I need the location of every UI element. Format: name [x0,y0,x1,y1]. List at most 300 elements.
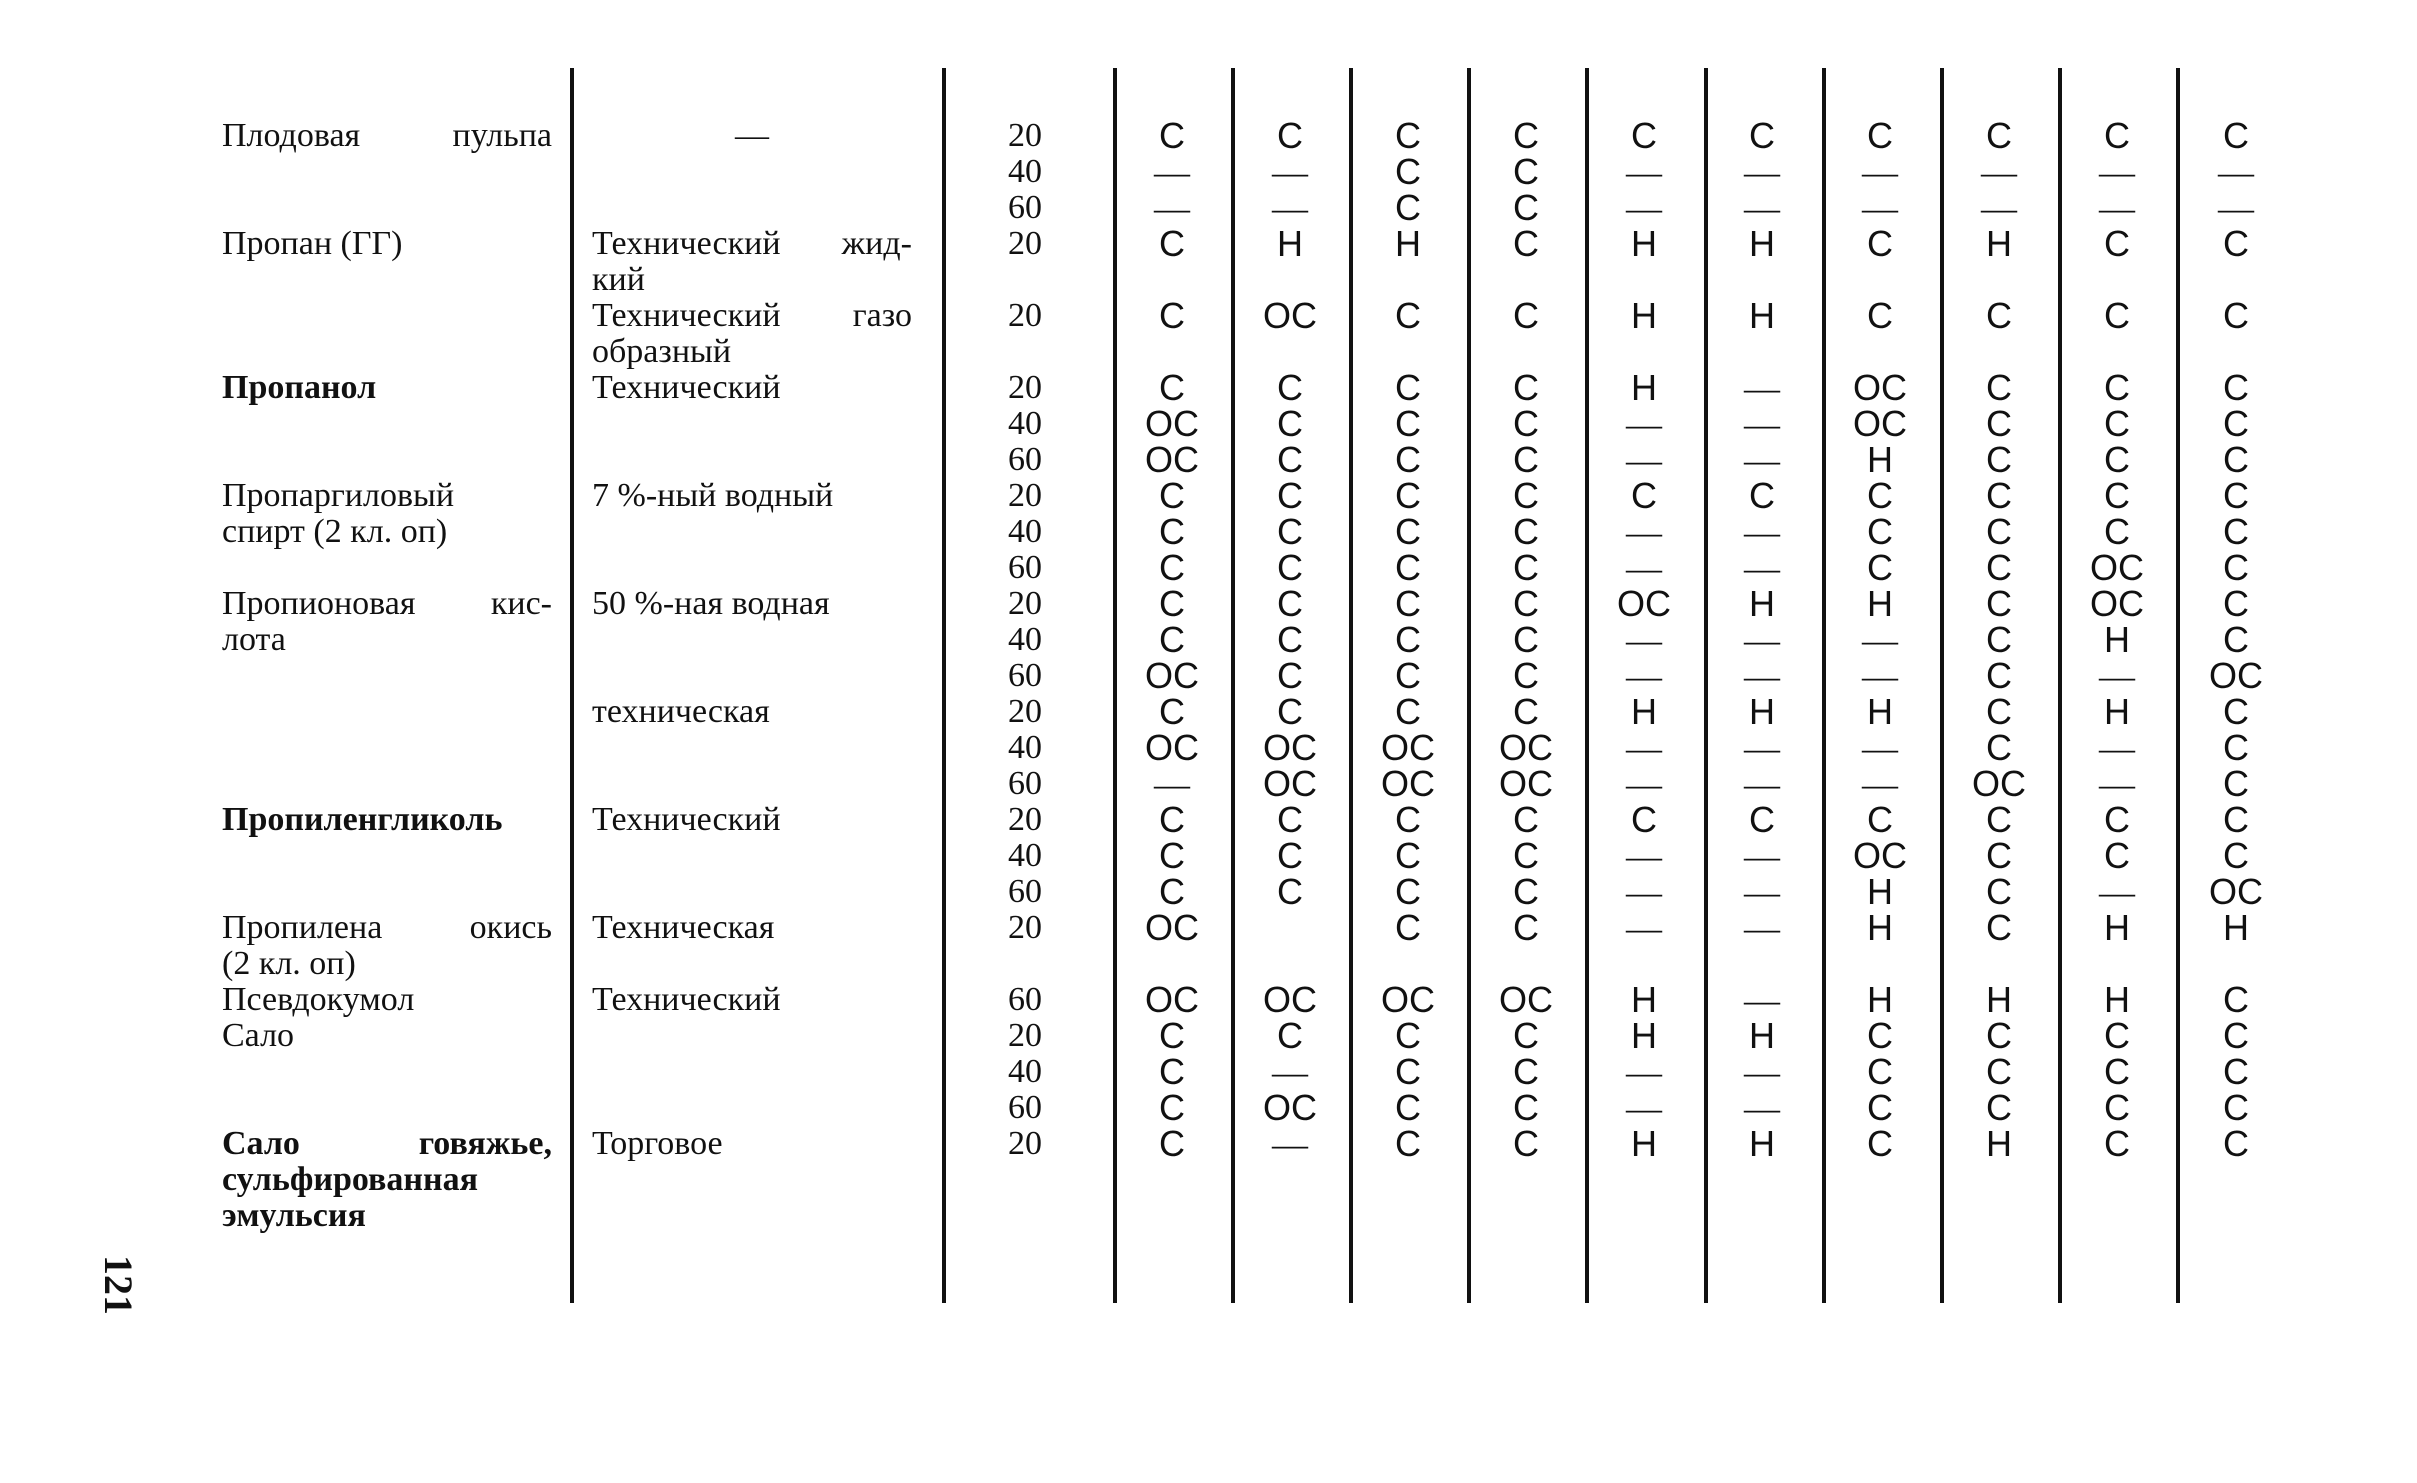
resistance-rating: С [1395,187,1421,228]
substance-name-line: Пропанол [222,369,377,406]
resistance-rating: — [1744,872,1780,912]
resistance-rating: — [1626,152,1662,192]
resistance-rating: С [1749,475,1775,516]
resistance-rating: Н [1867,691,1893,732]
resistance-rating: С [2104,439,2130,480]
resistance-rating: С [1395,835,1421,876]
substance-name [222,226,552,262]
temperature-value: 40 [1008,729,1042,766]
resistance-rating: — [2099,728,2135,768]
resistance-rating: Н [1631,691,1657,732]
substance-name-line: эмульсия [222,1197,366,1234]
resistance-rating: С [1513,871,1539,912]
resistance-rating: С [1159,619,1185,660]
substance-description [592,910,912,946]
column-divider [1585,68,1589,1303]
substance-name [222,1018,552,1054]
resistance-rating: С [1395,295,1421,336]
resistance-rating: Н [1867,583,1893,624]
temperature-value: 20 [1008,477,1042,514]
resistance-rating: ОС [1145,727,1199,768]
resistance-rating: — [1744,1088,1780,1128]
resistance-rating: С [2104,835,2130,876]
resistance-rating: С [1159,1015,1185,1056]
resistance-rating: — [1744,368,1780,408]
resistance-rating: С [1631,475,1657,516]
temperature-value: 60 [1008,189,1042,226]
resistance-rating: С [2223,619,2249,660]
resistance-rating: — [1626,512,1662,552]
substance-name-line: Пропионовая кис- [222,585,552,622]
resistance-rating: С [1631,115,1657,156]
resistance-rating: С [2223,835,2249,876]
resistance-rating: С [1986,583,2012,624]
resistance-rating: С [2104,1123,2130,1164]
resistance-rating: — [1626,548,1662,588]
resistance-rating: — [1626,404,1662,444]
resistance-rating: С [1867,295,1893,336]
resistance-rating: Н [1749,1015,1775,1056]
resistance-rating: С [2104,1015,2130,1056]
resistance-rating: ОС [1853,403,1907,444]
resistance-rating: С [1395,1051,1421,1092]
resistance-rating: С [1986,727,2012,768]
resistance-rating: С [2104,799,2130,840]
resistance-rating: С [1867,475,1893,516]
resistance-rating: ОС [1499,763,1553,804]
resistance-rating: С [1159,295,1185,336]
description-line: кий [592,261,645,298]
resistance-rating: С [1986,295,2012,336]
resistance-rating: С [1277,835,1303,876]
resistance-rating: Н [1749,583,1775,624]
resistance-rating: Н [2104,979,2130,1020]
substance-name [222,802,552,838]
resistance-rating: Н [1395,223,1421,264]
resistance-rating: С [1159,871,1185,912]
substance-description [592,586,912,622]
resistance-rating: С [2223,1015,2249,1056]
column-divider [2176,68,2180,1303]
resistance-rating: Н [1631,367,1657,408]
resistance-rating: С [1986,907,2012,948]
temperature-value: 20 [1008,1017,1042,1054]
resistance-rating: — [1272,1052,1308,1092]
resistance-rating: С [2223,583,2249,624]
resistance-rating: ОС [1145,907,1199,948]
resistance-rating: — [1272,1124,1308,1164]
temperature-value: 20 [1008,693,1042,730]
resistance-rating: С [1395,1123,1421,1164]
page-number: 121 [96,1255,141,1315]
substance-name-line: Сало [222,1017,295,1054]
resistance-rating: Н [1277,223,1303,264]
resistance-rating: ОС [1617,583,1671,624]
substance-description [592,802,912,838]
resistance-rating: — [1744,152,1780,192]
resistance-rating: — [2218,188,2254,228]
column-divider [1467,68,1471,1303]
resistance-rating: С [1986,403,2012,444]
resistance-rating: С [1986,1015,2012,1056]
resistance-rating: С [1395,115,1421,156]
temperature-value: 40 [1008,1053,1042,1090]
resistance-rating: С [1395,511,1421,552]
resistance-rating: — [1981,188,2017,228]
resistance-rating: С [2223,115,2249,156]
resistance-rating: С [2104,511,2130,552]
resistance-rating: — [1272,152,1308,192]
resistance-rating: С [1513,475,1539,516]
resistance-rating: — [1626,728,1662,768]
substance-description [592,370,912,406]
resistance-rating: С [1986,835,2012,876]
resistance-rating: С [2223,1123,2249,1164]
resistance-rating: — [1744,908,1780,948]
resistance-rating: С [1159,691,1185,732]
resistance-rating: Н [1867,439,1893,480]
resistance-rating: ОС [1263,727,1317,768]
description-line: техническая [592,693,770,730]
temperature-value: 20 [1008,297,1042,334]
resistance-rating: С [1986,475,2012,516]
resistance-rating: С [1277,367,1303,408]
resistance-rating: — [1626,872,1662,912]
resistance-rating: С [2104,1087,2130,1128]
resistance-rating: С [1277,511,1303,552]
resistance-rating: — [2099,656,2135,696]
resistance-rating: — [1862,188,1898,228]
resistance-rating: С [1867,799,1893,840]
temperature-value: 60 [1008,765,1042,802]
resistance-rating: С [2223,727,2249,768]
resistance-rating: С [1277,691,1303,732]
resistance-rating: С [1513,295,1539,336]
substance-name-line: спирт (2 кл. оп) [222,513,448,550]
resistance-rating: С [2104,367,2130,408]
resistance-rating: С [1867,1123,1893,1164]
resistance-rating: С [1986,439,2012,480]
description-line: образный [592,333,732,370]
resistance-rating: С [2223,1051,2249,1092]
resistance-rating: ОС [1263,1087,1317,1128]
resistance-rating: ОС [1972,763,2026,804]
resistance-rating: С [1513,583,1539,624]
temperature-value: 60 [1008,873,1042,910]
resistance-rating: С [1986,115,2012,156]
resistance-rating: Н [2223,907,2249,948]
resistance-rating: ОС [1263,763,1317,804]
description-line: 50 %-ная водная [592,585,830,622]
substance-name-line: (2 кл. оп) [222,945,356,982]
substance-description [592,118,912,154]
column-divider [1704,68,1708,1303]
resistance-rating: Н [1749,295,1775,336]
substance-name [222,586,552,658]
resistance-rating: С [1395,907,1421,948]
resistance-rating: ОС [1499,727,1553,768]
resistance-rating: С [1395,619,1421,660]
substance-name-line: лота [222,621,286,658]
resistance-rating: Н [1631,979,1657,1020]
resistance-rating: — [1744,188,1780,228]
resistance-rating: Н [1986,979,2012,1020]
resistance-rating: Н [1867,979,1893,1020]
temperature-value: 40 [1008,837,1042,874]
resistance-rating: С [1395,871,1421,912]
resistance-rating: С [1986,799,2012,840]
resistance-rating: — [1272,188,1308,228]
resistance-rating: С [1513,187,1539,228]
substance-name [222,910,552,982]
resistance-rating: Н [1749,691,1775,732]
resistance-rating: С [1513,907,1539,948]
resistance-rating: С [1986,655,2012,696]
resistance-rating: ОС [1381,727,1435,768]
resistance-rating: С [1159,1123,1185,1164]
column-divider [1231,68,1235,1303]
resistance-rating: — [2099,152,2135,192]
resistance-rating: — [2099,764,2135,804]
resistance-rating: Н [1867,907,1893,948]
resistance-rating: Н [2104,907,2130,948]
substance-name-line: сульфированная [222,1161,478,1198]
substance-name [222,982,552,1018]
resistance-rating: С [2223,799,2249,840]
resistance-rating: — [1626,908,1662,948]
description-line: Технический газо [592,297,912,334]
resistance-rating: С [1513,655,1539,696]
resistance-rating: С [1277,1015,1303,1056]
resistance-rating: ОС [1853,835,1907,876]
resistance-rating: С [2104,295,2130,336]
resistance-rating: — [1862,764,1898,804]
resistance-rating: С [1277,619,1303,660]
resistance-rating: С [1395,1087,1421,1128]
resistance-rating: С [1395,583,1421,624]
resistance-rating: — [1626,188,1662,228]
substance-description [592,298,912,370]
description-line: Торговое [592,1125,723,1162]
resistance-rating: С [1513,511,1539,552]
resistance-rating: С [1513,115,1539,156]
resistance-rating: С [1749,115,1775,156]
substance-name-line: Сало говяжье, [222,1125,552,1162]
resistance-rating: С [1867,115,1893,156]
resistance-rating: ОС [2209,655,2263,696]
resistance-rating: С [1395,691,1421,732]
resistance-rating: — [1154,764,1190,804]
resistance-rating: ОС [1499,979,1553,1020]
resistance-rating: С [1277,871,1303,912]
resistance-rating: ОС [1145,979,1199,1020]
resistance-rating: С [1513,1051,1539,1092]
resistance-rating: С [2223,763,2249,804]
resistance-rating: С [2223,691,2249,732]
resistance-rating: — [1744,404,1780,444]
resistance-rating: С [2223,979,2249,1020]
resistance-rating: С [1513,403,1539,444]
description-line: Технический жид- [592,225,912,262]
resistance-rating: С [1513,151,1539,192]
substance-name [222,478,552,550]
substance-name-line: Псевдокумол [222,981,415,1018]
resistance-rating: С [1395,439,1421,480]
resistance-rating: ОС [1263,295,1317,336]
column-divider [942,68,946,1303]
resistance-rating: С [1986,691,2012,732]
resistance-rating: С [2104,403,2130,444]
temperature-value: 40 [1008,153,1042,190]
resistance-rating: С [1513,367,1539,408]
substance-name-line: Пропан (ГГ) [222,225,403,262]
resistance-rating: — [1862,152,1898,192]
resistance-rating: С [1513,223,1539,264]
resistance-rating: — [1626,656,1662,696]
resistance-rating: С [2104,223,2130,264]
resistance-rating: С [1159,367,1185,408]
resistance-rating: — [1626,764,1662,804]
resistance-rating: С [1395,475,1421,516]
resistance-rating: С [1867,511,1893,552]
resistance-rating: С [1395,655,1421,696]
substance-description [592,1126,912,1162]
resistance-rating: С [1395,151,1421,192]
resistance-rating: Н [1986,1123,2012,1164]
resistance-rating: ОС [2090,547,2144,588]
resistance-rating: Н [1631,295,1657,336]
substance-name [222,1126,552,1234]
resistance-rating: С [1277,655,1303,696]
resistance-rating: — [1744,656,1780,696]
resistance-rating: ОС [1145,439,1199,480]
resistance-rating: ОС [1145,403,1199,444]
temperature-value: 60 [1008,1089,1042,1126]
temperature-value: 60 [1008,981,1042,1018]
resistance-rating: С [1867,1015,1893,1056]
resistance-rating: С [1277,799,1303,840]
resistance-rating: Н [2104,619,2130,660]
resistance-rating: С [1395,403,1421,444]
description-line: Технический [592,981,781,1018]
resistance-rating: С [2223,223,2249,264]
resistance-rating: С [2104,475,2130,516]
resistance-rating: С [1513,1087,1539,1128]
resistance-rating: Н [1749,223,1775,264]
resistance-rating: С [2223,367,2249,408]
resistance-rating: С [1867,223,1893,264]
resistance-rating: Н [1631,1123,1657,1164]
substance-description [592,478,912,514]
resistance-rating: ОС [1145,655,1199,696]
description-line: 7 %-ный водный [592,477,834,514]
resistance-rating: — [1626,1088,1662,1128]
resistance-rating: С [1513,547,1539,588]
resistance-rating: С [1867,1087,1893,1128]
substance-name-line: Пропиленгликоль [222,801,503,838]
resistance-rating: С [1867,1051,1893,1092]
resistance-rating: — [1744,728,1780,768]
temperature-value: 40 [1008,513,1042,550]
resistance-rating: — [1626,440,1662,480]
resistance-rating: — [1744,1052,1780,1092]
temperature-value: 20 [1008,369,1042,406]
column-divider [1940,68,1944,1303]
resistance-rating: С [1159,511,1185,552]
temperature-value: 60 [1008,441,1042,478]
resistance-rating: — [1744,836,1780,876]
resistance-rating: — [1744,512,1780,552]
substance-name-line: Плодовая пульпа [222,117,552,154]
substance-name [222,370,552,406]
resistance-rating: — [2218,152,2254,192]
resistance-rating: С [2223,403,2249,444]
resistance-rating: С [1277,439,1303,480]
column-divider [1822,68,1826,1303]
resistance-rating: С [1159,1087,1185,1128]
resistance-rating: — [1744,440,1780,480]
resistance-rating: С [1395,367,1421,408]
temperature-value: 20 [1008,585,1042,622]
description-line: — [735,117,769,154]
resistance-rating: С [2223,511,2249,552]
resistance-rating: С [2223,1087,2249,1128]
resistance-rating: Н [1631,223,1657,264]
resistance-rating: С [1277,547,1303,588]
resistance-rating: ОС [2090,583,2144,624]
resistance-rating: — [1862,620,1898,660]
resistance-rating: Н [1867,871,1893,912]
resistance-rating: С [1513,691,1539,732]
resistance-rating: С [1513,799,1539,840]
resistance-rating: С [1395,799,1421,840]
resistance-rating: С [2104,1051,2130,1092]
resistance-rating: С [1986,367,2012,408]
substance-description [592,226,912,298]
resistance-rating: С [1513,619,1539,660]
resistance-rating: — [1626,620,1662,660]
temperature-value: 20 [1008,801,1042,838]
resistance-rating: С [1986,871,2012,912]
resistance-rating: — [1862,728,1898,768]
substance-name-line: Пропилена окись [222,909,552,946]
resistance-rating: Н [1749,1123,1775,1164]
resistance-rating: С [1277,475,1303,516]
resistance-rating: С [1159,799,1185,840]
resistance-rating: С [2223,295,2249,336]
substance-description [592,694,912,730]
resistance-rating: С [1513,1015,1539,1056]
resistance-rating: С [1513,1123,1539,1164]
resistance-rating: — [1744,764,1780,804]
temperature-value: 60 [1008,549,1042,586]
resistance-rating: С [2223,475,2249,516]
resistance-rating: С [1986,547,2012,588]
column-divider [2058,68,2062,1303]
resistance-rating: С [1277,583,1303,624]
resistance-rating: С [1159,223,1185,264]
temperature-value: 40 [1008,405,1042,442]
resistance-rating: — [1862,656,1898,696]
description-line: Технический [592,369,781,406]
resistance-rating: Н [2104,691,2130,732]
temperature-value: 20 [1008,909,1042,946]
temperature-value: 20 [1008,225,1042,262]
resistance-rating: С [1277,115,1303,156]
substance-description [592,982,912,1018]
resistance-rating: С [1159,1051,1185,1092]
temperature-value: 20 [1008,117,1042,154]
